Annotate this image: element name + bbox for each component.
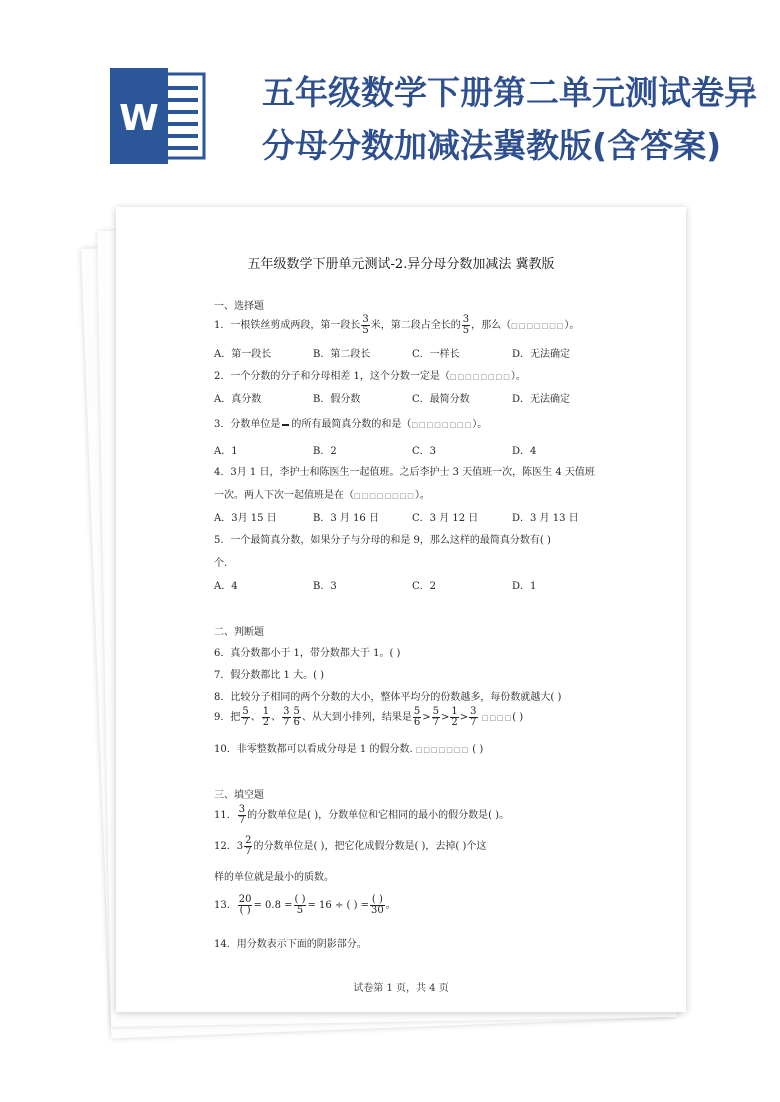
option: C．2	[412, 581, 437, 592]
option: B．第二段长	[313, 349, 371, 360]
option: D．3 月 13 日	[512, 513, 579, 524]
question-6: 6．真分数都小于 1，带分数都大于 1。( )	[214, 648, 401, 659]
option: B．3	[313, 581, 337, 592]
question-9: 9．把 $\frac{5}{7}$ 、 $\frac{1}{2}$ 、 $\frac{3}{7}$ $\frac{5}{6}$ 、从大到小排列，结果是 $\frac{5}{6}$ > $\frac{5}{7}$ > $\frac{1}{2}$ > $\frac{3}{7}$ □□□□( )	[214, 706, 524, 728]
question-8: 8．比较分子相同的两个分数的大小，整体平均分的份数越多，每份数就越大( )	[214, 692, 562, 703]
page-footer: 试卷第 1 页，共 4 页	[353, 983, 449, 994]
fraction: $\frac{1}{2}$	[451, 706, 458, 728]
question-12-line2: 样的单位就是最小的质数。	[214, 872, 334, 883]
question-2: 2．一个分数的分子和分母相差 1，这个分数一定是（□□□□□□□□）。	[214, 371, 526, 382]
option: C．3	[412, 446, 437, 457]
fraction: $\frac{3}{7}$	[470, 706, 477, 728]
option: A．第一段长	[214, 349, 272, 360]
word-logo-letter: W	[119, 98, 159, 139]
q1-text: ）。	[564, 320, 580, 331]
fraction: $\frac{5}{6}$	[293, 706, 300, 728]
fraction: $\frac{1}{2}$	[262, 706, 270, 728]
option: C．一样长	[412, 349, 460, 360]
question-4-line1: 4．3月 1 日，李护士和陈医生一起值班。之后李护士 3 天值班一次，陈医生 4 天值班	[214, 467, 595, 478]
question-5-line1: 5．一个最简真分数，如果分子与分母的和是 9，那么这样的最简真分数有( )	[214, 535, 551, 546]
question-11: 11． $\frac{3}{7}$ 的分数单位是( )，分数单位和它相同的最小的假分数是( )。	[214, 804, 510, 826]
option: D．4	[512, 446, 537, 457]
section-heading: 三、填空题	[214, 790, 264, 801]
fraction: $\frac{5}{7}$	[432, 706, 440, 728]
fraction: $\frac{20}{( )}$	[238, 894, 252, 916]
q1-text: ，那么（	[471, 320, 512, 331]
fraction: $\frac{2}{7}$	[245, 835, 252, 857]
option: D．无法确定	[512, 394, 571, 405]
option: B．假分数	[313, 394, 361, 405]
question-3: 3．分数单位是 的所有最简真分数的和是（□□□□□□□□）。	[214, 419, 488, 430]
fraction: $\frac{3}{7}$	[238, 804, 246, 826]
document-title: 五年级数学下册单元测试-2.异分母分数加减法 冀教版	[247, 257, 555, 272]
word-document-icon	[108, 68, 208, 164]
fraction-bar-icon	[282, 424, 289, 426]
question-7: 7．假分数都比 1 大。( )	[214, 670, 325, 681]
placeholder-boxes: □□□□□□□	[511, 322, 565, 330]
placeholder-boxes: □□□□□□□□	[354, 492, 415, 500]
document-page	[116, 207, 686, 1012]
fraction: $\frac{5}{6}$	[413, 706, 421, 728]
question-13: 13． $\frac{20}{( )}$ = 0.8 = $\frac{( )}{5}$ = 16 ÷ ( ) = $\frac{( )}{30}$ 。	[214, 894, 396, 916]
question-12-line1: 12．3 $\frac{2}{7}$ 的分数单位是( )，把它化成假分数是( )，去掉( )个这	[214, 835, 487, 857]
option: B．2	[313, 446, 337, 457]
section-heading: 一、选择题	[214, 301, 264, 312]
question-5-line2: 个.	[214, 558, 228, 569]
banner	[0, 0, 780, 200]
fraction: $\frac{3}{5}$	[462, 314, 470, 336]
question-4-line2: 一次。两人下次一起值班是在（□□□□□□□□）。	[214, 490, 430, 501]
question-10: 10．非零整数都可以看成分母是 1 的假分数. □□□□□□□ ( )	[214, 744, 484, 755]
q1-text: 1．一根铁丝剪成两段，第一段长	[214, 320, 361, 331]
fraction: $\frac{5}{7}$	[242, 706, 249, 728]
option: C．3 月 12 日	[412, 513, 479, 524]
fraction: $\frac{( )}{5}$	[294, 894, 306, 916]
option: A．1	[214, 446, 238, 457]
option: B．3 月 16 日	[313, 513, 379, 524]
option: C．最简分数	[412, 394, 470, 405]
placeholder-boxes: □□□□□□□□	[449, 373, 511, 381]
question-14: 14．用分数表示下面的阴影部分。	[214, 939, 367, 950]
section-heading: 二、判断题	[214, 627, 264, 638]
option: D．1	[512, 581, 537, 592]
banner-title: 五年级数学下册第二单元测试卷异分母分数加减法冀教版(含答案)	[262, 73, 757, 165]
question-1	[214, 315, 579, 336]
option: A．真分数	[214, 394, 262, 405]
fraction: $\frac{3}{5}$	[362, 314, 369, 336]
placeholder-boxes: □□□□□□□	[415, 746, 470, 754]
option: A．4	[214, 581, 238, 592]
option: D．无法确定	[512, 349, 571, 360]
placeholder-boxes: □□□□	[481, 714, 513, 722]
q1-text: 米，第二段占全长的	[370, 320, 461, 331]
placeholder-boxes: □□□□□□□□	[411, 421, 473, 429]
fraction: $\frac{( )}{30}$	[371, 894, 384, 916]
option: A．3月 15 日	[214, 513, 277, 524]
fraction: $\frac{3}{7}$	[283, 706, 290, 728]
